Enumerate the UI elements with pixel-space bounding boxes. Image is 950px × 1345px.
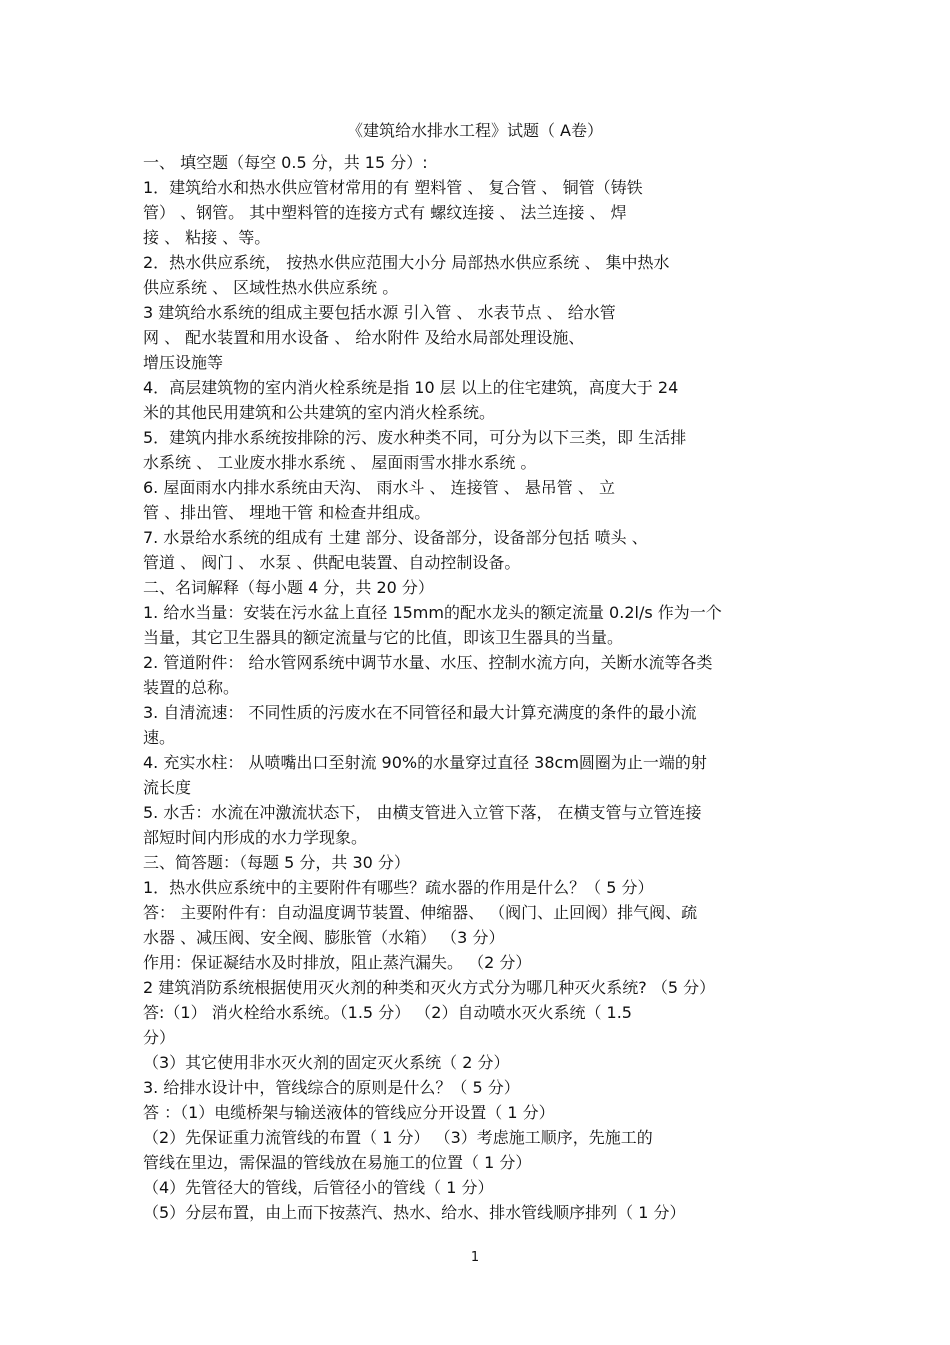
text-line: （2）先保证重力流管线的布置（ 1 分） （3）考虑施工顺序，先施工的 — [143, 1128, 653, 1147]
text-line: 1．建筑给水和热水供应管材常用的有 塑料管 、 复合管 、 铜管（铸铁 — [143, 178, 643, 197]
text-line: 速。 — [143, 728, 176, 747]
text-line: 管） 、钢管。 其中塑料管的连接方式有 螺纹连接 、 法兰连接 、 焊 — [143, 203, 627, 222]
text-line: 管 、排出管、 埋地干管 和检查井组成。 — [143, 503, 431, 522]
text-line: 水器 、减压阀、安全阀、膨胀管（水箱） （3 分） — [143, 928, 505, 947]
text-line: 3. 给排水设计中，管线综合的原则是什么？（ 5 分） — [143, 1078, 520, 1097]
text-line: 管道 、 阀门 、 水泵 、供配电装置、自动控制设备。 — [143, 553, 521, 572]
text-line: 接 、 粘接 、等。 — [143, 228, 271, 247]
text-line: 2．热水供应系统， 按热水供应范围大小分 局部热水供应系统 、 集中热水 — [143, 253, 670, 272]
text-line: 7. 水景给水系统的组成有 土建 部分、设备部分，设备部分包括 喷头 、 — [143, 528, 648, 547]
text-line: 供应系统 、 区域性热水供应系统 。 — [143, 278, 399, 297]
text-line: 二、名词解释（每小题 4 分，共 20 分） — [143, 578, 434, 597]
text-line: 4. 充实水柱： 从喷嘴出口至射流 90%的水量穿过直径 38cm圆圈为止一端的射 — [143, 753, 707, 772]
text-line: 三、简答题：（每题 5 分，共 30 分） — [143, 853, 410, 872]
text-line: （4）先管径大的管线，后管径小的管线（ 1 分） — [143, 1178, 494, 1197]
text-line: 答 ：（1）电缆桥架与输送液体的管线应分开设置（ 1 分） — [143, 1103, 555, 1122]
text-line: 4．高层建筑物的室内消火栓系统是指 10 层 以上的住宅建筑，高度大于 24 — [143, 378, 679, 397]
text-line: 1．热水供应系统中的主要附件有哪些？疏水器的作用是什么？（ 5 分） — [143, 878, 654, 897]
page-number: 1 — [470, 1250, 480, 1265]
text-line: （5）分层布置，由上而下按蒸汽、热水、给水、排水管线顺序排列（ 1 分） — [143, 1203, 686, 1222]
text-line: 1. 给水当量：安装在污水盆上直径 15mm的配水龙头的额定流量 0.2l/s 作为一个 — [143, 603, 722, 622]
text-line: 作用：保证凝结水及时排放，阻止蒸汽漏失。 （2 分） — [143, 953, 532, 972]
text-line: 6. 屋面雨水内排水系统由天沟、 雨水斗 、 连接管 、 悬吊管 、 立 — [143, 478, 615, 497]
text-line: 一、 填空题（每空 0.5 分，共 15 分）: — [143, 153, 428, 172]
text-line: 分） — [143, 1028, 176, 1047]
text-line: 5. 水舌：水流在冲激流状态下， 由横支管进入立管下落， 在横支管与立管连接 — [143, 803, 702, 822]
text-line: 答:（1） 消火栓给水系统。（1.5 分） （2）自动喷水灭火系统（ 1.5 — [143, 1003, 632, 1022]
text-line: 增压设施等 — [143, 353, 224, 372]
text-line: 答： 主要附件有：自动温度调节装置、伸缩器、 （阀门、止回阀）排气阀、疏 — [143, 903, 698, 922]
text-line: 3. 自清流速： 不同性质的污废水在不同管径和最大计算充满度的条件的最小流 — [143, 703, 697, 722]
text-line: 装置的总称。 — [143, 678, 240, 697]
exam-title: 《建筑给水排水工程》试题（ A卷） — [346, 121, 604, 140]
text-line: 米的其他民用建筑和公共建筑的室内消火栓系统。 — [143, 403, 496, 422]
text-line: （3）其它使用非水灭火剂的固定灭火系统（ 2 分） — [143, 1053, 510, 1072]
text-line: 部短时间内形成的水力学现象。 — [143, 828, 368, 847]
text-line: 管线在里边，需保温的管线放在易施工的位置（ 1 分） — [143, 1153, 532, 1172]
text-line: 水系统 、 工业废水排水系统 、 屋面雨雪水排水系统 。 — [143, 453, 537, 472]
text-line: 流长度 — [143, 778, 192, 797]
text-line: 5．建筑内排水系统按排除的污、废水种类不同，可分为以下三类，即 生活排 — [143, 428, 687, 447]
text-line: 3 建筑给水系统的组成主要包括水源 引入管 、 水表节点 、 给水管 — [143, 303, 616, 322]
text-line: 当量，其它卫生器具的额定流量与它的比值，即该卫生器具的当量。 — [143, 628, 624, 647]
text-line: 2. 管道附件： 给水管网系统中调节水量、水压、控制水流方向，关断水流等各类 — [143, 653, 713, 672]
text-line: 网 、 配水装置和用水设备 、 给水附件 及给水局部处理设施、 — [143, 328, 585, 347]
text-line: 2 建筑消防系统根据使用灭火剂的种类和灭火方式分为哪几种灭火系统? （5 分） — [143, 978, 716, 997]
